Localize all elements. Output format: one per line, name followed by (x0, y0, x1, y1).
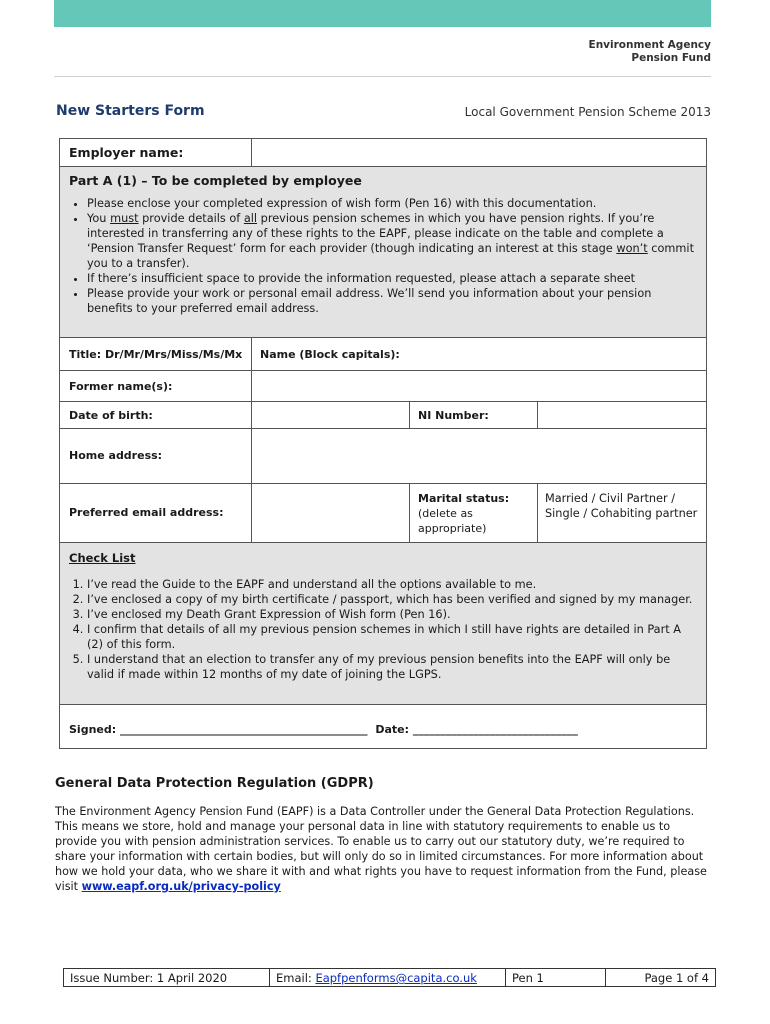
instruction-item: • Please provide your work or personal email address. We’ll send you information about your pension benefits to your preferred email address. (87, 286, 700, 316)
marital-note: (delete as appropriate) (418, 507, 487, 535)
email-label: Preferred email address: (69, 506, 224, 519)
email-field[interactable] (252, 484, 409, 542)
former-name-field[interactable] (252, 371, 706, 401)
form-code: Pen 1 (512, 971, 544, 985)
instruction-item: • Please enclose your completed expression of wish form (Pen 16) with this documentation. (87, 196, 700, 211)
checklist-item: 2. I’ve enclosed a copy of my birth certificate / passport, which has been verified and signed by my manager. (87, 592, 700, 607)
name-field[interactable] (252, 338, 706, 370)
gdpr-body (55, 804, 715, 894)
dob-field[interactable] (252, 402, 409, 428)
org-line-1: Environment Agency (588, 39, 711, 51)
gdpr-heading: General Data Protection Regulation (GDPR) (55, 776, 374, 791)
former-name-label: Former name(s): (69, 380, 173, 393)
page-footer (63, 968, 716, 987)
employer-label: Employer name: (69, 145, 184, 160)
checklist-item: 1. I’ve read the Guide to the EAPF and understand all the options available to me. (87, 577, 700, 592)
org-line-2: Pension Fund (631, 52, 711, 64)
instructions-list (60, 196, 700, 316)
instruction-item: • If there’s insufficient space to provide the information requested, please attach a separate sheet (87, 271, 700, 286)
scheme-name: Local Government Pension Scheme 2013 (464, 105, 711, 119)
checklist (60, 577, 700, 682)
dob-label: Date of birth: (69, 409, 153, 422)
checklist-item: 4. I confirm that details of all my previous pension schemes in which I still have rights are detailed in Part A (2) of this form. (87, 622, 700, 652)
privacy-policy-link[interactable]: www.eapf.org.uk/privacy-policy (81, 880, 281, 893)
header-divider (54, 76, 711, 77)
employer-name-field[interactable] (252, 139, 706, 166)
footer-email-label: Email: (276, 971, 316, 985)
date-field[interactable]: Date: ______________________________ (375, 723, 578, 736)
page-number: Page 1 of 4 (644, 971, 709, 985)
org-name (589, 39, 711, 65)
new-starter-form (59, 138, 707, 749)
home-address-field[interactable] (252, 429, 706, 483)
ni-number-field[interactable] (538, 402, 706, 428)
instruction-item: • You must provide details of all previous pension schemes in which you have pension rights. If you’re interested in transferring any of these rights to the EAPF, please indicate on the table and complete a ‘Pension Transfer Request’ form for each provider (though indicating an interest at this stage won’t commit you to a transfer). (87, 211, 700, 271)
gdpr-text: The Environment Agency Pension Fund (EAPF) is a Data Controller under the General Data Protection Regulations. This means we store, hold and manage your personal data in line with statutory requirements to enable us to provide you with pension administration services. To enable us to carry out our statutory duty, we’re required to share your information with certain bodies, but will only do so in limited circumstances. For more information about how we hold your data, who we share it with and what rights you have to request information from the Fund, please visit (55, 805, 707, 893)
checklist-item: 5. I understand that an election to transfer any of my previous pension benefits into the EAPF will only be valid if made within 12 months of my date of joining the LGPS. (87, 652, 700, 682)
footer-email-link[interactable]: Eapfpenforms@capita.co.uk (315, 971, 477, 985)
marital-status-label (418, 491, 533, 536)
title-label: Title: Dr/Mr/Mrs/Miss/Ms/Mx (69, 348, 243, 361)
footer-email (276, 971, 477, 985)
issue-number: Issue Number: 1 April 2020 (70, 971, 228, 985)
name-label: Name (Block capitals): (260, 348, 400, 361)
checklist-heading: Check List (69, 551, 136, 565)
form-title: New Starters Form (56, 103, 205, 119)
part-a-heading: Part A (1) – To be completed by employee (69, 173, 362, 188)
marital-status-options[interactable]: Married / Civil Partner / Single / Cohabiting partner (545, 492, 698, 520)
checklist-item: 3. I’ve enclosed my Death Grant Expression of Wish form (Pen 16). (87, 607, 700, 622)
ni-number-label: NI Number: (418, 409, 489, 422)
marital-label-text: Marital status: (418, 492, 510, 505)
signature-line (69, 723, 578, 736)
checklist-section (60, 543, 706, 704)
part-a-instructions (60, 167, 706, 337)
header-accent-bar (54, 0, 711, 27)
home-address-label: Home address: (69, 449, 163, 462)
signed-field[interactable]: Signed: _____________________________________________ (69, 723, 368, 736)
